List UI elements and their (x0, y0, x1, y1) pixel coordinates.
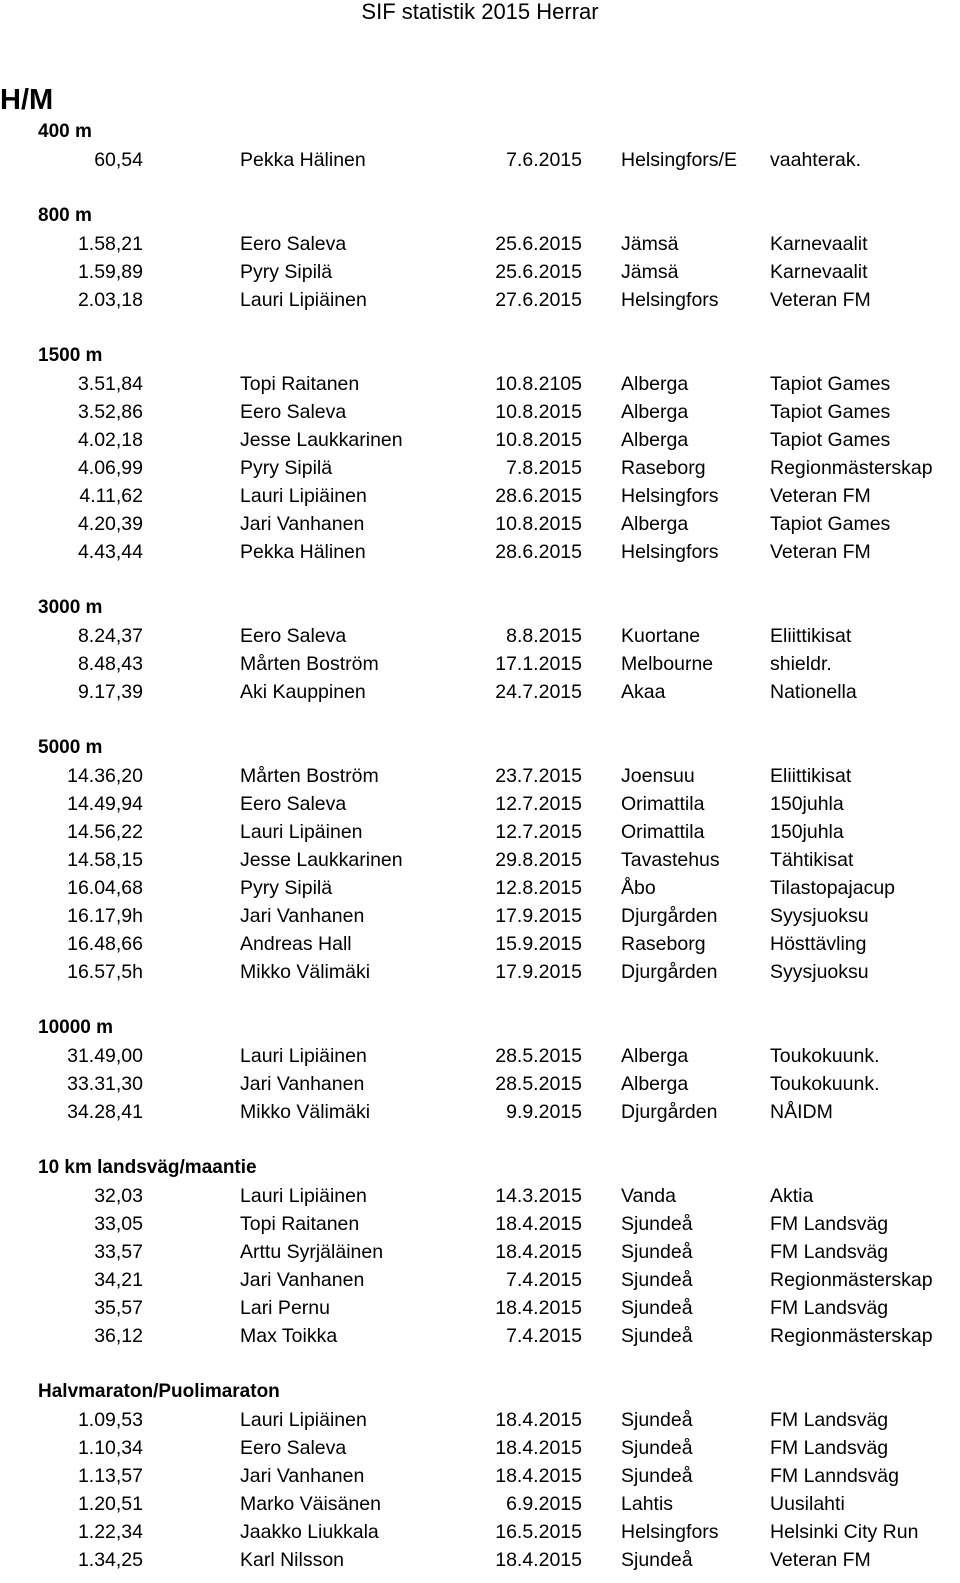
result-date: 7.4.2015 (506, 1269, 582, 1291)
result-time: 1.10,34 (77, 1437, 143, 1459)
athlete-name: Pekka Hälinen (240, 541, 366, 563)
result-date: 10.8.2015 (495, 401, 582, 423)
result-time: 31.49,00 (67, 1045, 143, 1067)
athlete-name: Eero Saleva (240, 401, 347, 423)
event-section (0, 118, 960, 202)
result-date: 9.9.2015 (506, 1101, 582, 1123)
competition-name: FM Landsväg (770, 1437, 889, 1459)
athlete-name: Eero Saleva (240, 625, 347, 647)
result-place: Sjundeå (621, 1549, 693, 1571)
event-title: 3000 m (38, 597, 103, 618)
result-row (0, 482, 960, 510)
result-date: 27.6.2015 (495, 289, 582, 311)
competition-name: Helsinki City Run (770, 1521, 919, 1543)
result-row (0, 762, 960, 790)
result-time: 16.57,5h (67, 961, 143, 983)
athlete-name: Lauri Lipiäinen (240, 289, 367, 311)
result-time: 1.59,89 (77, 261, 143, 283)
result-date: 28.5.2015 (495, 1045, 582, 1067)
result-date: 28.6.2015 (495, 541, 582, 563)
result-time: 14.36,20 (67, 765, 143, 787)
result-place: Sjundeå (621, 1269, 693, 1291)
result-date: 25.6.2015 (495, 233, 582, 255)
athlete-name: Aki Kauppinen (240, 681, 366, 703)
result-place: Sjundeå (621, 1213, 693, 1235)
athlete-name: Eero Saleva (240, 793, 347, 815)
athlete-name: Lauri Lipiäinen (240, 1045, 367, 1067)
event-title: Halvmaraton/Puolimaraton (38, 1381, 280, 1402)
result-place: Helsingfors (621, 541, 719, 563)
athlete-name: Jesse Laukkarinen (240, 429, 403, 451)
result-row (0, 650, 960, 678)
result-date: 18.4.2015 (495, 1213, 582, 1235)
result-time: 34,21 (94, 1269, 143, 1291)
result-row (0, 902, 960, 930)
result-time: 1.22,34 (77, 1521, 143, 1543)
event-section (0, 1014, 960, 1154)
result-date: 18.4.2015 (495, 1241, 582, 1263)
competition-name: Hösttävling (770, 933, 867, 955)
athlete-name: Lari Pernu (240, 1297, 330, 1319)
result-place: Sjundeå (621, 1297, 693, 1319)
result-time: 33,05 (94, 1213, 143, 1235)
result-time: 3.51,84 (77, 373, 143, 395)
result-place: Raseborg (621, 457, 706, 479)
result-time: 33.31,30 (67, 1073, 143, 1095)
result-row (0, 1434, 960, 1462)
competition-name: FM Landsväg (770, 1213, 889, 1235)
competition-name: Tilastopajacup (770, 877, 896, 899)
result-date: 12.7.2015 (495, 793, 582, 815)
result-time: 1.13,57 (77, 1465, 143, 1487)
competition-name: Toukokuunk. (770, 1045, 880, 1067)
result-date: 25.6.2015 (495, 261, 582, 283)
result-row (0, 146, 960, 174)
result-row (0, 958, 960, 986)
competition-name: Tähtikisat (770, 849, 854, 871)
result-row (0, 426, 960, 454)
result-time: 34.28,41 (67, 1101, 143, 1123)
athlete-name: Max Toikka (240, 1325, 338, 1347)
athlete-name: Mårten Boström (240, 765, 379, 787)
event-section (0, 1154, 960, 1378)
section-spacer (0, 174, 960, 202)
result-place: Alberga (621, 1073, 689, 1095)
result-row (0, 1294, 960, 1322)
athlete-name: Jari Vanhanen (240, 1269, 365, 1291)
event-title: 10 km landsväg/maantie (38, 1157, 257, 1178)
result-date: 7.4.2015 (506, 1325, 582, 1347)
athlete-name: Eero Saleva (240, 233, 347, 255)
result-place: Alberga (621, 513, 689, 535)
event-section (0, 342, 960, 594)
result-place: Helsingfors (621, 1521, 719, 1543)
result-place: Djurgården (621, 905, 718, 927)
athlete-name: Lauri Lipiäinen (240, 1409, 367, 1431)
result-date: 24.7.2015 (495, 681, 582, 703)
result-time: 4.11,62 (79, 485, 143, 507)
competition-name: Tapiot Games (770, 513, 891, 535)
athlete-name: Pyry Sipilä (240, 877, 333, 899)
event-title: 1500 m (38, 345, 103, 366)
result-time: 4.43,44 (77, 541, 143, 563)
result-date: 28.6.2015 (495, 485, 582, 507)
result-date: 18.4.2015 (495, 1549, 582, 1571)
result-place: Helsingfors/E (621, 149, 737, 171)
competition-name: FM Landsväg (770, 1409, 889, 1431)
result-time: 4.20,39 (77, 513, 143, 535)
result-place: Alberga (621, 1045, 689, 1067)
result-time: 8.48,43 (77, 653, 143, 675)
competition-name: Syysjuoksu (770, 905, 869, 927)
competition-name: Veteran FM (770, 289, 871, 311)
result-place: Lahtis (621, 1493, 674, 1515)
result-row (0, 930, 960, 958)
result-row (0, 1406, 960, 1434)
competition-name: FM Landsväg (770, 1297, 889, 1319)
result-place: Orimattila (621, 821, 705, 843)
result-time: 1.09,53 (77, 1409, 143, 1431)
result-row (0, 1462, 960, 1490)
page-title: SIF statistik 2015 Herrar (361, 0, 599, 24)
result-time: 1.34,25 (77, 1549, 143, 1571)
result-row (0, 622, 960, 650)
athlete-name: Pyry Sipilä (240, 457, 333, 479)
athlete-name: Topi Raitanen (240, 373, 360, 395)
result-time: 2.03,18 (77, 289, 143, 311)
result-date: 10.8.2105 (495, 373, 582, 395)
competition-name: shieldr. (770, 653, 832, 675)
result-time: 33,57 (94, 1241, 143, 1263)
result-time: 60,54 (94, 149, 143, 171)
result-row (0, 1322, 960, 1350)
section-spacer (0, 1126, 960, 1154)
athlete-name: Lauri Lipiäinen (240, 1185, 367, 1207)
athlete-name: Mikko Välimäki (240, 1101, 371, 1123)
result-date: 23.7.2015 (495, 765, 582, 787)
competition-name: NÅIDM (770, 1101, 833, 1123)
result-place: Alberga (621, 401, 689, 423)
result-time: 1.20,51 (77, 1493, 143, 1515)
athlete-name: Arttu Syrjäläinen (240, 1241, 384, 1263)
section-spacer (0, 566, 960, 594)
competition-name: Tapiot Games (770, 401, 891, 423)
result-row (0, 230, 960, 258)
competition-name: Tapiot Games (770, 429, 891, 451)
event-section (0, 1378, 960, 1574)
result-place: Helsingfors (621, 485, 719, 507)
competition-name: vaahterak. (770, 149, 862, 171)
athlete-name: Eero Saleva (240, 1437, 347, 1459)
result-row (0, 1490, 960, 1518)
result-place: Akaa (621, 681, 666, 703)
result-date: 18.4.2015 (495, 1409, 582, 1431)
result-time: 8.24,37 (77, 625, 143, 647)
competition-name: Regionmästerskap (770, 457, 933, 479)
athlete-name: Jari Vanhanen (240, 1465, 365, 1487)
competition-name: Veteran FM (770, 485, 871, 507)
result-date: 18.4.2015 (495, 1297, 582, 1319)
result-row (0, 370, 960, 398)
competition-name: Veteran FM (770, 541, 871, 563)
competition-name: Veteran FM (770, 1549, 871, 1571)
result-time: 14.58,15 (67, 849, 143, 871)
athlete-name: Topi Raitanen (240, 1213, 360, 1235)
result-date: 18.4.2015 (495, 1437, 582, 1459)
result-time: 16.04,68 (67, 877, 143, 899)
result-date: 10.8.2015 (495, 429, 582, 451)
section-spacer (0, 314, 960, 342)
result-date: 18.4.2015 (495, 1465, 582, 1487)
event-section (0, 202, 960, 342)
competition-name: FM Landsväg (770, 1241, 889, 1263)
result-date: 12.7.2015 (495, 821, 582, 843)
result-date: 15.9.2015 (495, 933, 582, 955)
result-place: Sjundeå (621, 1325, 693, 1347)
competition-name: Tapiot Games (770, 373, 891, 395)
result-row (0, 1546, 960, 1574)
result-date: 7.8.2015 (506, 457, 582, 479)
event-section (0, 594, 960, 734)
result-date: 17.9.2015 (495, 905, 582, 927)
result-time: 1.58,21 (77, 233, 143, 255)
result-place: Jämsä (621, 233, 679, 255)
competition-name: Eliittikisat (770, 765, 852, 787)
result-row (0, 286, 960, 314)
athlete-name: Pekka Hälinen (240, 149, 366, 171)
result-date: 17.9.2015 (495, 961, 582, 983)
result-time: 16.48,66 (67, 933, 143, 955)
athlete-name: Karl Nilsson (240, 1549, 345, 1571)
competition-name: FM Lanndsväg (770, 1465, 899, 1487)
athlete-name: Pyry Sipilä (240, 261, 333, 283)
result-row (0, 398, 960, 426)
result-date: 8.8.2015 (506, 625, 582, 647)
athlete-name: Marko Väisänen (240, 1493, 381, 1515)
event-title: 5000 m (38, 737, 103, 758)
event-title: 800 m (38, 205, 92, 226)
athlete-name: Jari Vanhanen (240, 905, 365, 927)
competition-name: 150juhla (770, 821, 844, 843)
athlete-name: Jaakko Liukkala (240, 1521, 379, 1543)
athlete-name: Mikko Välimäki (240, 961, 371, 983)
result-place: Joensuu (621, 765, 695, 787)
result-row (0, 1042, 960, 1070)
competition-name: Toukokuunk. (770, 1073, 880, 1095)
result-time: 36,12 (94, 1325, 143, 1347)
result-place: Helsingfors (621, 289, 719, 311)
result-time: 9.17,39 (77, 681, 143, 703)
result-place: Orimattila (621, 793, 705, 815)
result-date: 12.8.2015 (495, 877, 582, 899)
result-place: Jämsä (621, 261, 679, 283)
event-section (0, 734, 960, 1014)
results-list (0, 118, 960, 1574)
result-time: 35,57 (94, 1297, 143, 1319)
section-title: H/M (0, 84, 54, 116)
competition-name: Karnevaalit (770, 233, 868, 255)
result-row (0, 874, 960, 902)
result-date: 29.8.2015 (495, 849, 582, 871)
competition-name: 150juhla (770, 793, 844, 815)
section-spacer (0, 986, 960, 1014)
competition-name: Syysjuoksu (770, 961, 869, 983)
result-row (0, 258, 960, 286)
athlete-name: Lauri Lipäinen (240, 821, 363, 843)
result-place: Sjundeå (621, 1465, 693, 1487)
result-place: Melbourne (621, 653, 714, 675)
result-place: Alberga (621, 429, 689, 451)
result-row (0, 454, 960, 482)
result-row (0, 510, 960, 538)
result-place: Sjundeå (621, 1241, 693, 1263)
result-place: Alberga (621, 373, 689, 395)
competition-name: Karnevaalit (770, 261, 868, 283)
section-spacer (0, 706, 960, 734)
result-place: Sjundeå (621, 1437, 693, 1459)
result-time: 3.52,86 (77, 401, 143, 423)
result-row (0, 1266, 960, 1294)
section-spacer (0, 1350, 960, 1378)
result-place: Djurgården (621, 1101, 718, 1123)
result-place: Åbo (621, 877, 656, 899)
result-place: Vanda (621, 1185, 676, 1207)
result-place: Raseborg (621, 933, 706, 955)
result-place: Djurgården (621, 961, 718, 983)
competition-name: Nationella (770, 681, 857, 703)
result-time: 32,03 (94, 1185, 143, 1207)
result-date: 14.3.2015 (495, 1185, 582, 1207)
result-date: 17.1.2015 (495, 653, 582, 675)
result-time: 16.17,9h (67, 905, 143, 927)
result-row (0, 1210, 960, 1238)
competition-name: Aktia (770, 1185, 814, 1207)
result-time: 4.06,99 (77, 457, 143, 479)
result-time: 4.02,18 (77, 429, 143, 451)
result-place: Kuortane (621, 625, 701, 647)
competition-name: Regionmästerskap (770, 1269, 933, 1291)
result-date: 28.5.2015 (495, 1073, 582, 1095)
athlete-name: Andreas Hall (240, 933, 352, 955)
result-date: 6.9.2015 (506, 1493, 582, 1515)
result-row (0, 1098, 960, 1126)
result-time: 14.49,94 (67, 793, 143, 815)
event-title: 400 m (38, 121, 92, 142)
result-row (0, 538, 960, 566)
athlete-name: Mårten Boström (240, 653, 379, 675)
result-row (0, 1518, 960, 1546)
result-date: 16.5.2015 (495, 1521, 582, 1543)
result-date: 7.6.2015 (506, 149, 582, 171)
result-row (0, 1070, 960, 1098)
result-row (0, 1182, 960, 1210)
athlete-name: Jari Vanhanen (240, 1073, 365, 1095)
result-time: 14.56,22 (67, 821, 143, 843)
result-row (0, 678, 960, 706)
result-place: Tavastehus (621, 849, 720, 871)
result-row (0, 818, 960, 846)
result-row (0, 846, 960, 874)
competition-name: Regionmästerskap (770, 1325, 933, 1347)
athlete-name: Jari Vanhanen (240, 513, 365, 535)
athlete-name: Lauri Lipiäinen (240, 485, 367, 507)
result-place: Sjundeå (621, 1409, 693, 1431)
event-title: 10000 m (38, 1017, 114, 1038)
athlete-name: Jesse Laukkarinen (240, 849, 403, 871)
result-row (0, 1238, 960, 1266)
competition-name: Eliittikisat (770, 625, 852, 647)
result-date: 10.8.2015 (495, 513, 582, 535)
competition-name: Uusilahti (770, 1493, 845, 1515)
result-row (0, 790, 960, 818)
